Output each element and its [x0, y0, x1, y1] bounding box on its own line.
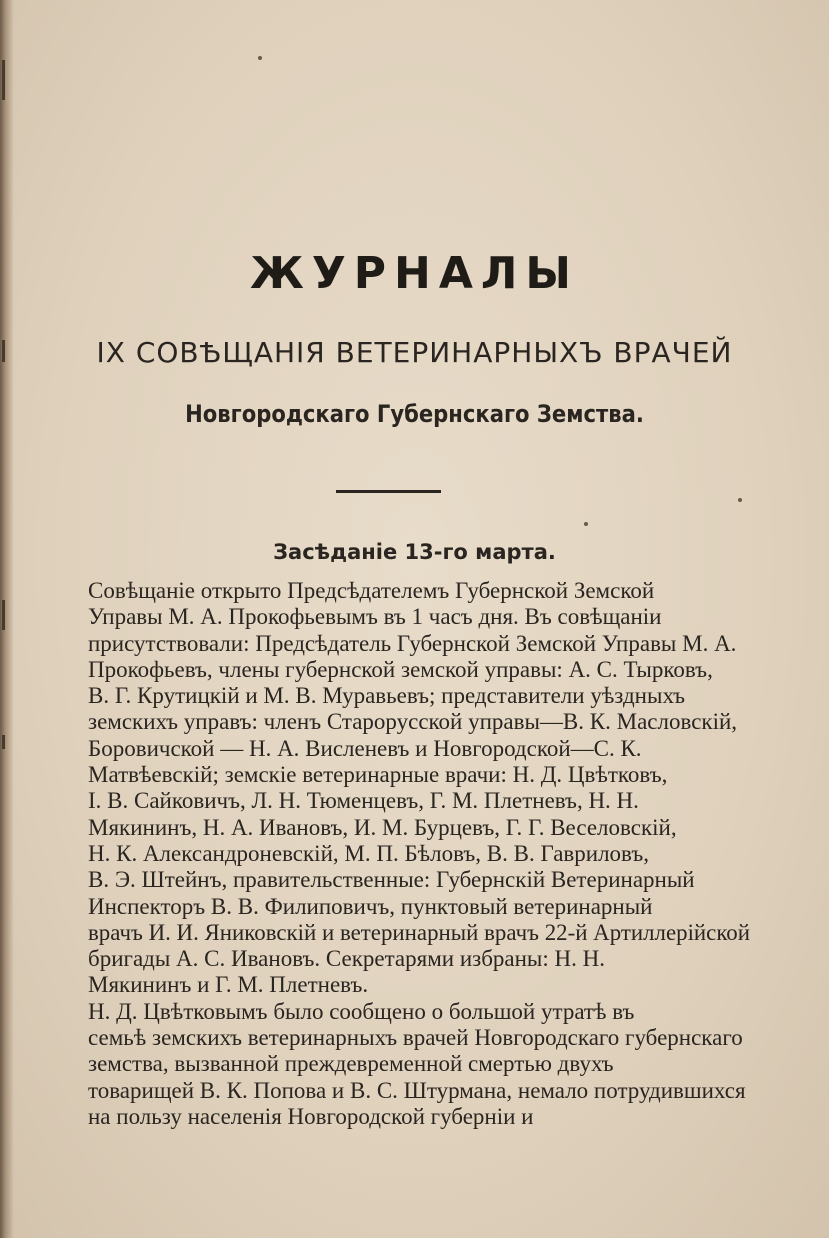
text-line: Прокофьевъ, члены губернской земской управы: А. С. Тырковъ,	[88, 656, 713, 682]
text-line: товарищей В. К. Попова и В. С. Штурмана, немало потрудившихся	[88, 1077, 746, 1103]
text-line: Матвѣевскій; земскіе ветеринарные врачи: Н. Д. Цвѣтковъ,	[88, 762, 668, 788]
edge-mark	[2, 60, 5, 100]
text-line: Н. К. Александроневскій, М. П. Бѣловъ, В. В. Гавриловъ,	[88, 840, 649, 866]
text-line: на пользу населенія Новгородской губерніи и	[88, 1103, 534, 1129]
text-line: врачъ И. И. Яниковскій и ветеринарный врачъ 22-й Артиллерійской	[88, 919, 750, 945]
body-text	[88, 578, 750, 1130]
text-line: семьѣ земскихъ ветеринарныхъ врачей Новгородскаго губернскаго	[88, 1025, 743, 1051]
text-line: земства, вызванной преждевременной смертью двухъ	[88, 1051, 614, 1077]
page-subtitle: IX СОВѢЩАНІЯ ВЕТЕРИНАРНЫХЪ ВРАЧЕЙ	[96, 336, 733, 369]
text-line: Совѣщаніе открыто Предсѣдателемъ Губернской Земской	[88, 578, 655, 603]
organization-name: Новгородскаго Губернскаго Земства.	[185, 400, 644, 428]
text-line: Мякининъ и Г. М. Плетневъ.	[88, 972, 369, 998]
text-line: В. Г. Крутицкій и М. В. Муравьевъ; представители уѣздныхъ	[88, 683, 685, 709]
paragraph-2	[88, 999, 750, 1130]
text-line: Управы М. А. Прокофьевымъ въ 1 часъ дня. Въ совѣщаніи	[88, 604, 662, 630]
text-line: Боровичской — Н. А. Висленевъ и Новгородской—С. К.	[88, 735, 642, 761]
paper-speck	[584, 522, 588, 526]
text-line: присутствовали: Предсѣдатель Губернской Земской Управы М. А.	[88, 630, 737, 656]
text-line: земскихъ управъ: членъ Старорусской управы—В. К. Масловскій,	[88, 709, 738, 735]
text-line: Инспекторъ В. В. Филиповичъ, пунктовый ветеринарный	[88, 893, 653, 919]
edge-mark	[2, 735, 5, 749]
section-divider	[336, 490, 441, 493]
text-line: бригады А. С. Ивановъ. Секретарями избраны: Н. Н.	[88, 946, 605, 972]
paper-speck	[258, 56, 262, 60]
page-title: ЖУРНАЛЫ	[249, 248, 580, 299]
paragraph-1	[88, 578, 750, 999]
text-line: Н. Д. Цвѣтковымъ было сообщено о большой утратѣ въ	[88, 998, 635, 1024]
session-heading: Засѣданіе 13-го марта.	[273, 540, 556, 564]
text-line: В. Э. Штейнъ, правительственные: Губернскій Ветеринарный	[88, 867, 695, 893]
paper-speck	[738, 498, 742, 502]
edge-mark	[2, 600, 5, 630]
text-line: І. В. Сайковичъ, Л. Н. Тюменцевъ, Г. М. Плетневъ, Н. Н.	[88, 788, 639, 814]
text-line: Мякининъ, Н. А. Ивановъ, И. М. Бурцевъ, Г. Г. Веселовскій,	[88, 814, 677, 840]
